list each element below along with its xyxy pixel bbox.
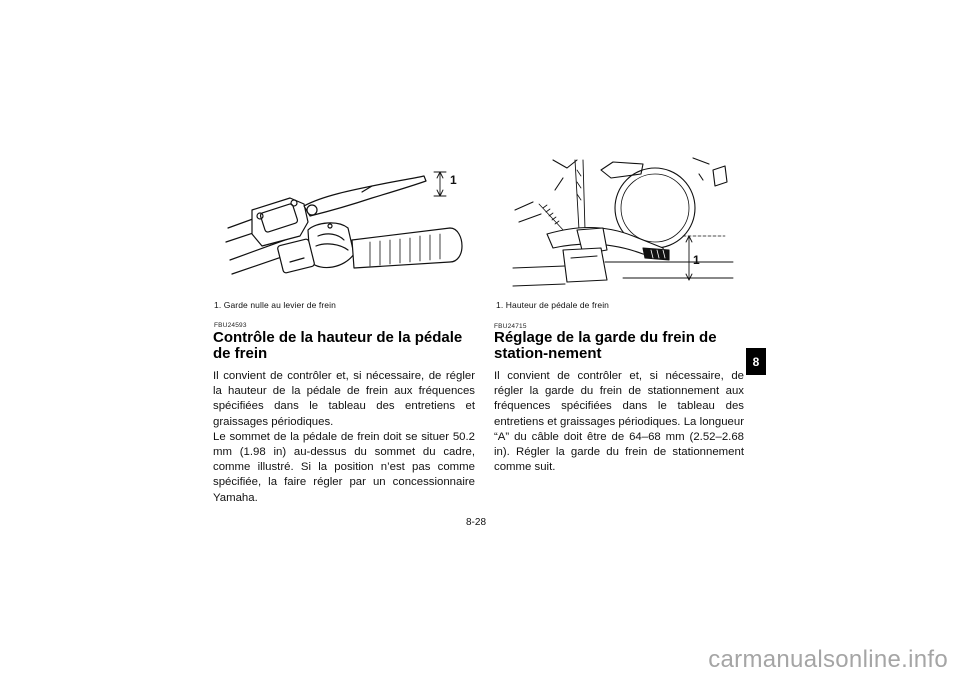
left-body-text — [213, 369, 475, 506]
left-paragraph-1: Il convient de contrôler et, si nécessaire, de régler la hauteur de la pédale de frein aux fréquences spécifiées dans le tableau des entretiens et graissages périodiques. — [213, 370, 475, 428]
left-figure-label: 1 — [450, 173, 457, 187]
chapter-tab: 8 — [746, 348, 766, 375]
left-section-heading: Contrôle de la hauteur de la pédale de frein — [213, 329, 463, 362]
right-figure-label: 1 — [693, 253, 700, 267]
right-figure-caption: 1. Hauteur de pédale de frein — [496, 300, 610, 310]
right-section-heading: Réglage de la garde du frein de station-nement — [494, 329, 717, 362]
brake-pedal-illustration — [493, 150, 749, 292]
brake-lever-illustration — [212, 150, 474, 290]
watermark: carmanualsonline.info — [708, 646, 948, 673]
page-number: 8-28 — [466, 517, 487, 528]
right-section-code: FBU24715 — [494, 323, 527, 330]
right-body-text — [494, 369, 744, 475]
left-paragraph-2: Le sommet de la pédale de frein doit se situer 50.2 mm (1.98 in) au-dessus du sommet du cadre, comme illustré. Si la position n’est pas comme spécifiée, la faire régler par un concessionnaire Yamaha. — [213, 430, 475, 504]
right-paragraph-1: Il convient de contrôler et, si nécessaire, de régler la garde du frein de stationnement aux fréquences spécifiées dans le tableau des entretiens et graissages périodiques. La longueur “A” du câble doit être de 64–68 mm (2.52–2.68 in). Régler la garde du frein de stationnement comme suit. — [494, 370, 744, 474]
left-figure-caption: 1. Garde nulle au levier de frein — [214, 300, 336, 310]
left-section-code: FBU24593 — [214, 322, 247, 329]
